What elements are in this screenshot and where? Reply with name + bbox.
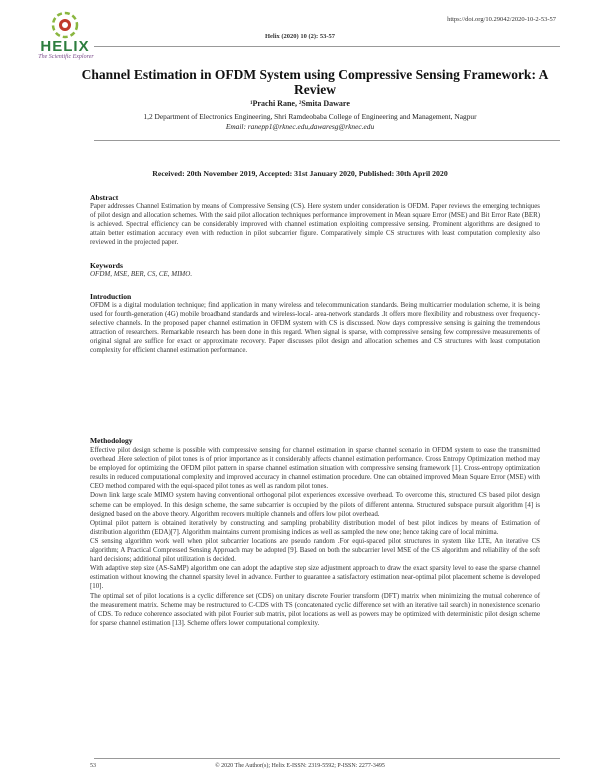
copyright-notice: © 2020 The Author(s); Helix E-ISSN: 2319-5592; P-ISSN: 2277-3495 bbox=[215, 763, 385, 769]
publication-dates: Received: 20th November 2019, Accepted: 31st January 2020, Published: 30th April 2020 bbox=[152, 169, 448, 178]
logo-wordmark: HELIX bbox=[40, 38, 90, 55]
abstract-heading: Abstract bbox=[90, 193, 119, 202]
methodology-text bbox=[90, 446, 540, 628]
keywords-text: OFDM, MSE, BER, CS, CE, MIMO. bbox=[90, 270, 193, 278]
paper-title: Channel Estimation in OFDM System using Compressive Sensing Framework: A Review bbox=[81, 67, 549, 97]
footer-divider bbox=[94, 758, 560, 759]
introduction-text: OFDM is a digital modulation technique; find application in many wireless and telecommunication standards. Being multicarrier modulation scheme, it is being used for fourth-generation (4G) mobile broadband standards and wireless-local- area-network standards .It offers more flexibility and robustness over frequency-selective channels. In the proposed paper channel estimation in OFDM system with CS is discussed. Now days compressive sensing is gaining the tremendous attraction of researchers. Remarkable research has been done in this regard. When signal is sparse, with compressive sensing few compressive measurements of original signal are suffice for exact or approximate recovery. Paper discusses pilot design and allocation schemes and CS structures with least computation complexity for efficient channel estimation performance. bbox=[90, 302, 540, 355]
logo-tagline: The Scientific Explorer bbox=[38, 54, 94, 60]
page-number: 53 bbox=[90, 763, 96, 769]
title-divider bbox=[94, 140, 560, 141]
methodology-paragraph: Effective pilot design scheme is possible with compressive sensing for channel estimation in sparse channel scenario in OFDM system to ease the transmitted overhead .Here selection of pilot tones is of prior importance as it considerably affects channel estimation performance. Cross Entropy Optimization method may be employed for optimizing the OFDM pilot pattern in sparse channel estimation situation with compressive sensing framework [1]. Cross-entropy optimization results in reduced computational complexity and improved accuracy in channel estimation procedure. One can obtained improved Mean Square Error (MSE) with CEO method compared with the equi-spaced pilot tones as well as random pilot tones. bbox=[90, 447, 540, 491]
author-email: Email: ranepp1@rknec.edu,dawaresg@rknec.edu bbox=[225, 122, 375, 131]
methodology-paragraph: Optimal pilot pattern is obtained iteratively by constructing and sampling probability distribution model of best pilot indices by means of Estimation of distribution algorithm (EDA)[7]. Algorithm maintains current promising indices as well as sampled the new one; hence taking care of local minima. bbox=[90, 519, 540, 536]
methodology-paragraph: Down link large scale MIMO system having conventional orthogonal pilot experiences excessive overhead. To overcome this, structured CS based pilot design scheme can be employed. In this design scheme, the same subcarrier is occupied by the pilots of different antenna. Structured subspace pursuit algorithm [4] is designed based on the above theory. Algorithm recovers multiple channels and offers low pilot overhead. bbox=[90, 492, 540, 518]
methodology-paragraph: CS sensing algorithm work well when pilot subcarrier locations are pseudo random .For equi-spaced pilot structures in system like LTE, An iterative CS algorithm; A Practical Compressed Sensing Approach may be adopted [9]. Based on both the subcarrier level MSE of the CS algorithm and reliability of the soft hard decisions; additional pilot utilization is decided. bbox=[90, 537, 540, 564]
methodology-paragraph: With adaptive step size (AS-SaMP) algorithm one can adopt the adaptive step size adjustment approach to draw the exact sparsity level to ease the sparse channel estimation without knowing the channel sparsity level in advance. Further to guarantee a satisfactory estimation near-optimal pilot placement scheme is developed [10]. bbox=[90, 565, 540, 591]
keywords-heading: Keywords bbox=[90, 261, 123, 270]
introduction-heading: Introduction bbox=[90, 292, 132, 301]
affiliation: 1,2 Department of Electronics Engineering, Shri Ramdeobaba College of Engineering and Management, Nagpur bbox=[143, 112, 477, 121]
author-list: ¹Prachi Rane, ²Smita Daware bbox=[250, 99, 350, 108]
journal-citation: Helix (2020) 10 (2): 53-57 bbox=[264, 33, 336, 40]
methodology-paragraph: The optimal set of pilot locations is a cyclic difference set (CDS) on unitary discrete Fourier transform (DFT) matrix when minimizing the mutual coherence of the measurement matrix. Scheme may be restructured to C-CDS with TS (concatenated cyclic difference set with an iterative tail search) in nonexistence scenario of CDS. To reduce coherence associated with pilot Fourier sub matrix, pilot locations as well as powers may be optimized with deterministic pilot design scheme for sparse channel estimation [13]. Scheme offers lower computational complexity. bbox=[90, 592, 540, 627]
doi-link[interactable]: https://doi.org/10.29042/2020-10-2-53-57 bbox=[447, 16, 556, 23]
header-divider bbox=[94, 46, 560, 47]
abstract-text: Paper addresses Channel Estimation by means of Compressive Sensing (CS). Here system under consideration is OFDM. Paper reviews the emerging techniques of pilot design and allocation schemes. With the said pilot allocation techniques performance improvement in Mean square Error (MSE) and Bit Error Rate (BER) is achieved. Spectral efficiency can be considerably improved with channel estimation exploiting compressive sensing. Prominent algorithms are designed to attain better estimation accuracy even with reduction in pilot subcarrier figure. Comparatively simple CS structures with least computation complexity also reviewed in the projected paper. bbox=[90, 203, 540, 247]
methodology-heading: Methodology bbox=[90, 436, 133, 445]
